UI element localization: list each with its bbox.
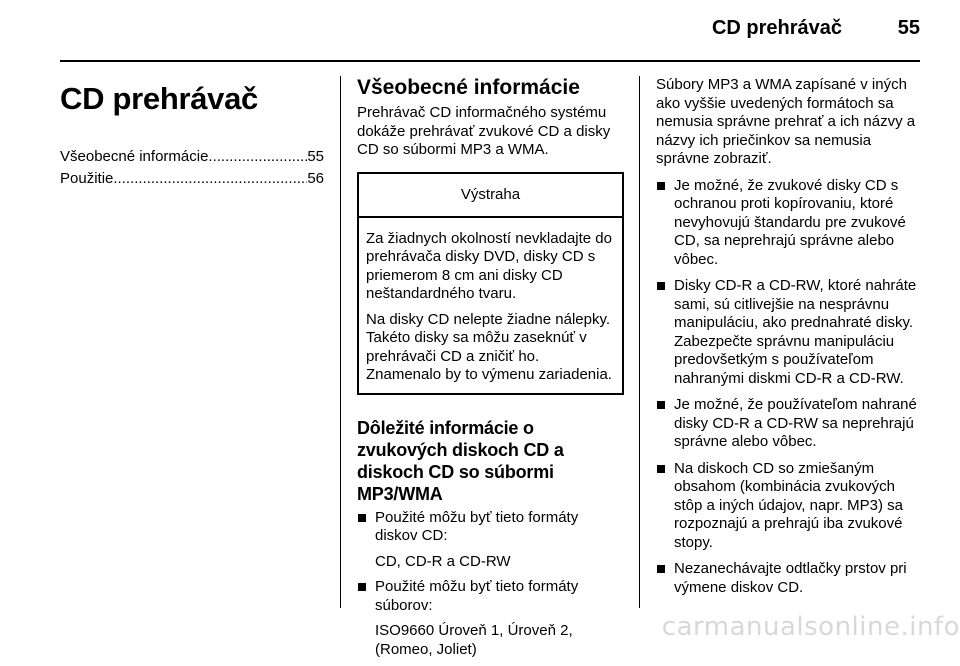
important-list — [357, 509, 624, 660]
warning-title: Výstraha — [359, 174, 622, 218]
general-intro: Prehrávač CD informačného systému dokáže prehrávať zvukové CD a disky CD so súbormi MP3 a WMA. — [357, 104, 611, 158]
toc-entry-label: Použitie — [60, 170, 114, 187]
toc-entry[interactable] — [60, 168, 324, 190]
running-title: CD prehrávač — [711, 17, 842, 39]
continued-lead: Súbory MP3 a WMA zapísané v iných ako vyššie uvedených formátoch sa nemusia správne prehrať a ich názvy a názvy ich priečinkov sa nemusia správne zobraziť. — [656, 76, 916, 167]
notes-list — [656, 177, 924, 598]
page-number: 55 — [897, 17, 920, 39]
toc-entry[interactable] — [60, 146, 324, 168]
column-divider-2 — [639, 76, 640, 608]
warning-box — [357, 172, 624, 395]
warning-paragraph: Za žiadnych okolností nevkladajte do prehrávača disky DVD, disky CD s priemerom 8 cm ani disky CD neštandardného tvaru. — [366, 229, 612, 302]
watermark: carmanualsonline.info — [661, 612, 960, 642]
toc-leader-dots — [113, 168, 307, 190]
list-item — [357, 578, 624, 659]
toc-entry-page: 55 — [307, 148, 324, 165]
toc-entry-page: 56 — [307, 170, 324, 187]
toc-leader-dots — [208, 146, 307, 168]
page-header — [60, 17, 920, 53]
chapter-title: CD prehrávač — [60, 81, 258, 116]
notes-column — [656, 76, 924, 605]
list-item: Na diskoch CD so zmiešaným obsahom (kombinácia zvukových stôp a iných údajov, napr. MP3) sa rozpoznajú a prehrajú iba zvukové stopy. — [656, 460, 924, 553]
list-item-text: Použité môžu byť tieto formáty diskov CD: — [375, 508, 579, 544]
warning-paragraph: Na disky CD nelepte žiadne nálepky. Takéto disky sa môžu zaseknúť v prehrávači CD a zničiť ho. Znamenalo by to výmenu zariadenia. — [366, 310, 612, 383]
list-item: Je možné, že zvukové disky CD s ochranou proti kopírovaniu, ktoré nevyhovujú štandardu pre zvukové CD, sa neprehrajú správne alebo vôbec. — [656, 177, 924, 270]
list-item-detail: CD, CD-R a CD-RW — [375, 552, 511, 570]
header-rule — [60, 60, 920, 62]
list-item-text: Použité môžu byť tieto formáty súborov: — [375, 578, 579, 614]
list-item — [357, 509, 624, 572]
list-item: Disky CD-R a CD-RW, ktoré nahráte sami, sú citlivejšie na nesprávnu manipuláciu, ako prednahraté disky. Zabezpečte správnu manipuláciu predovšetkým s používateľom nahranými diskmi CD-R a CD-RW. — [656, 277, 924, 388]
section-heading-important: Dôležité informácie o zvukových diskoch CD a diskoch CD so súbormi MP3/WMA — [357, 417, 564, 504]
column-divider-1 — [340, 76, 341, 608]
toc-entry-label: Všeobecné informácie — [60, 148, 209, 165]
warning-body — [359, 218, 622, 393]
list-item: Nezanechávajte odtlačky prstov pri výmene diskov CD. — [656, 560, 924, 597]
toc-column — [60, 80, 324, 190]
list-item-detail: ISO9660 Úroveň 1, Úroveň 2, (Romeo, Joliet) — [375, 622, 573, 658]
list-item: Je možné, že používateľom nahrané disky CD-R a CD-RW sa neprehrajú správne alebo vôbec. — [656, 396, 924, 452]
section-heading-general: Všeobecné informácie — [357, 76, 580, 99]
general-column — [357, 76, 624, 666]
